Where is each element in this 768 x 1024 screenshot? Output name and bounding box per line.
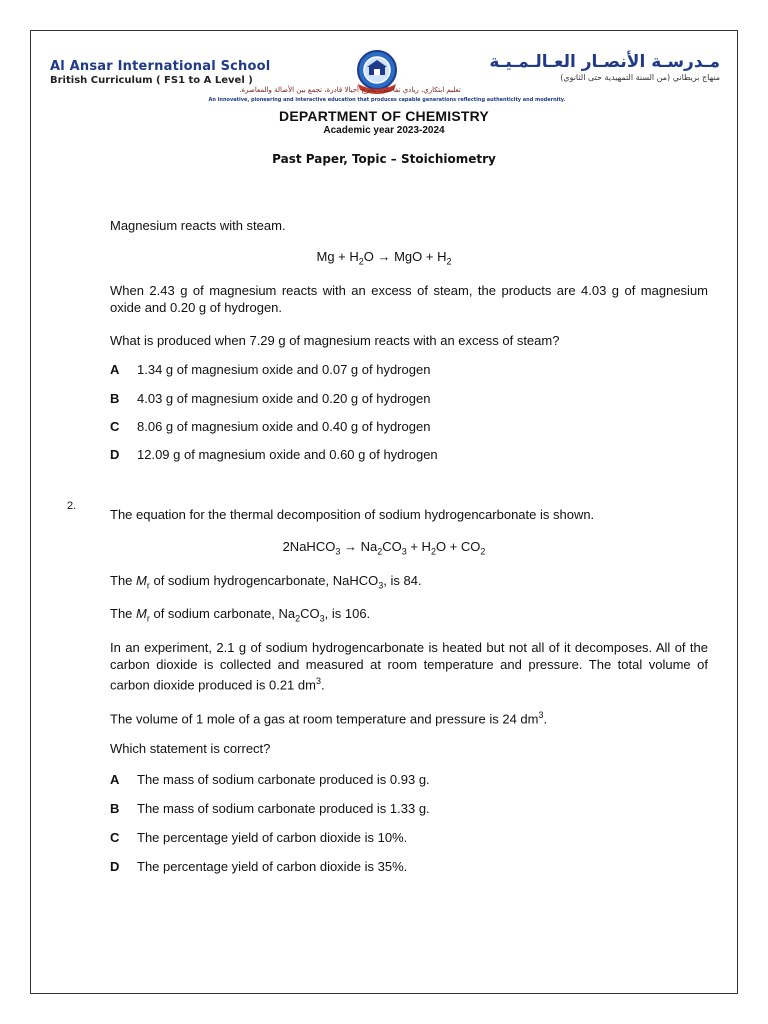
school-name-en: Al Ansar International School [50,59,271,74]
curriculum-ar: منهاج بريطاني (من السنة التمهيدية حتى الثانوي) [560,73,720,82]
q2-question: Which statement is correct? [110,741,271,756]
q2-molar-volume: The volume of 1 mole of a gas at room temperature and pressure is 24 $dm^3$. [110,710,548,727]
q2-mr-sodium-hydrogencarbonate: The $M_r$ of sodium hydrogencarbonate, NaHCO$_3$, is 84. [110,573,422,591]
q2-option-a: A The mass of sodium carbonate produced is 0.93 g. [110,772,430,787]
q1-option-a: A 1.34 g of magnesium oxide and 0.07 g of hydrogen [110,362,431,377]
q1-equation: $Mg + H_2O$ → MgO + $H_2$ [316,249,452,267]
department-title: DEPARTMENT OF CHEMISTRY [279,108,489,124]
school-name-english-block [50,59,270,86]
q2-number: 2. [67,500,77,512]
q2-equation: 2NaHCO$_3$ → $Na_2CO_3 + H_2O + CO_2$ [282,539,486,557]
school-name-ar: مـدرسـة الأنصـار العـالـمـيـة [489,52,720,72]
tagline-ar: تعليم ابتكاري، ريادي تفاعلي، يخرج أجيالا قادرة، تجمع بين الأصالة والمعاصرة. [239,86,461,94]
school-name-arabic-block [489,52,720,82]
q2-option-d: D The percentage yield of carbon dioxide is 35%. [110,859,408,874]
tagline-en: An innovative, pioneering and interactive education that produces capable generations reflecting authenticity and modernity. [208,97,566,103]
q2-experiment: In an experiment, 2.1 g of sodium hydrogencarbonate is heated but not all of it decomposes. All of the carbon dioxide is collected and measured at room temperature and pressure. The total volume of carbon dioxide produced is 0.21 $dm^3$. [110,640,708,693]
paper-title: Past Paper, Topic – Stoichiometry [272,152,496,166]
q1-option-d: D 12.09 g of magnesium oxide and 0.60 g of hydrogen [110,447,438,462]
q1-option-c: C 8.06 g of magnesium oxide and 0.40 g of hydrogen [110,419,431,434]
q1-question: What is produced when 7.29 g of magnesium reacts with an excess of steam? [110,333,560,348]
q1-info: When 2.43 g of magnesium reacts with an excess of steam, the products are 4.03 g of magnesium oxide and 0.20 g of hydrogen. [110,283,708,315]
curriculum-en: British Curriculum ( FS1 to A Level ) [50,75,253,86]
q1-option-b: B 4.03 g of magnesium oxide and 0.20 g of hydrogen [110,391,431,406]
q2-intro: The equation for the thermal decomposition of sodium hydrogencarbonate is shown. [110,507,595,522]
academic-year: Academic year 2023-2024 [323,125,445,136]
q2-option-c: C The percentage yield of carbon dioxide is 10%. [110,830,408,845]
q2-mr-sodium-carbonate: The $M_r$ of sodium carbonate, $Na_2CO_3$, is 106. [110,606,371,624]
q2-option-b: B The mass of sodium carbonate produced is 1.33 g. [110,801,430,816]
q1-intro: Magnesium reacts with steam. [110,218,286,233]
